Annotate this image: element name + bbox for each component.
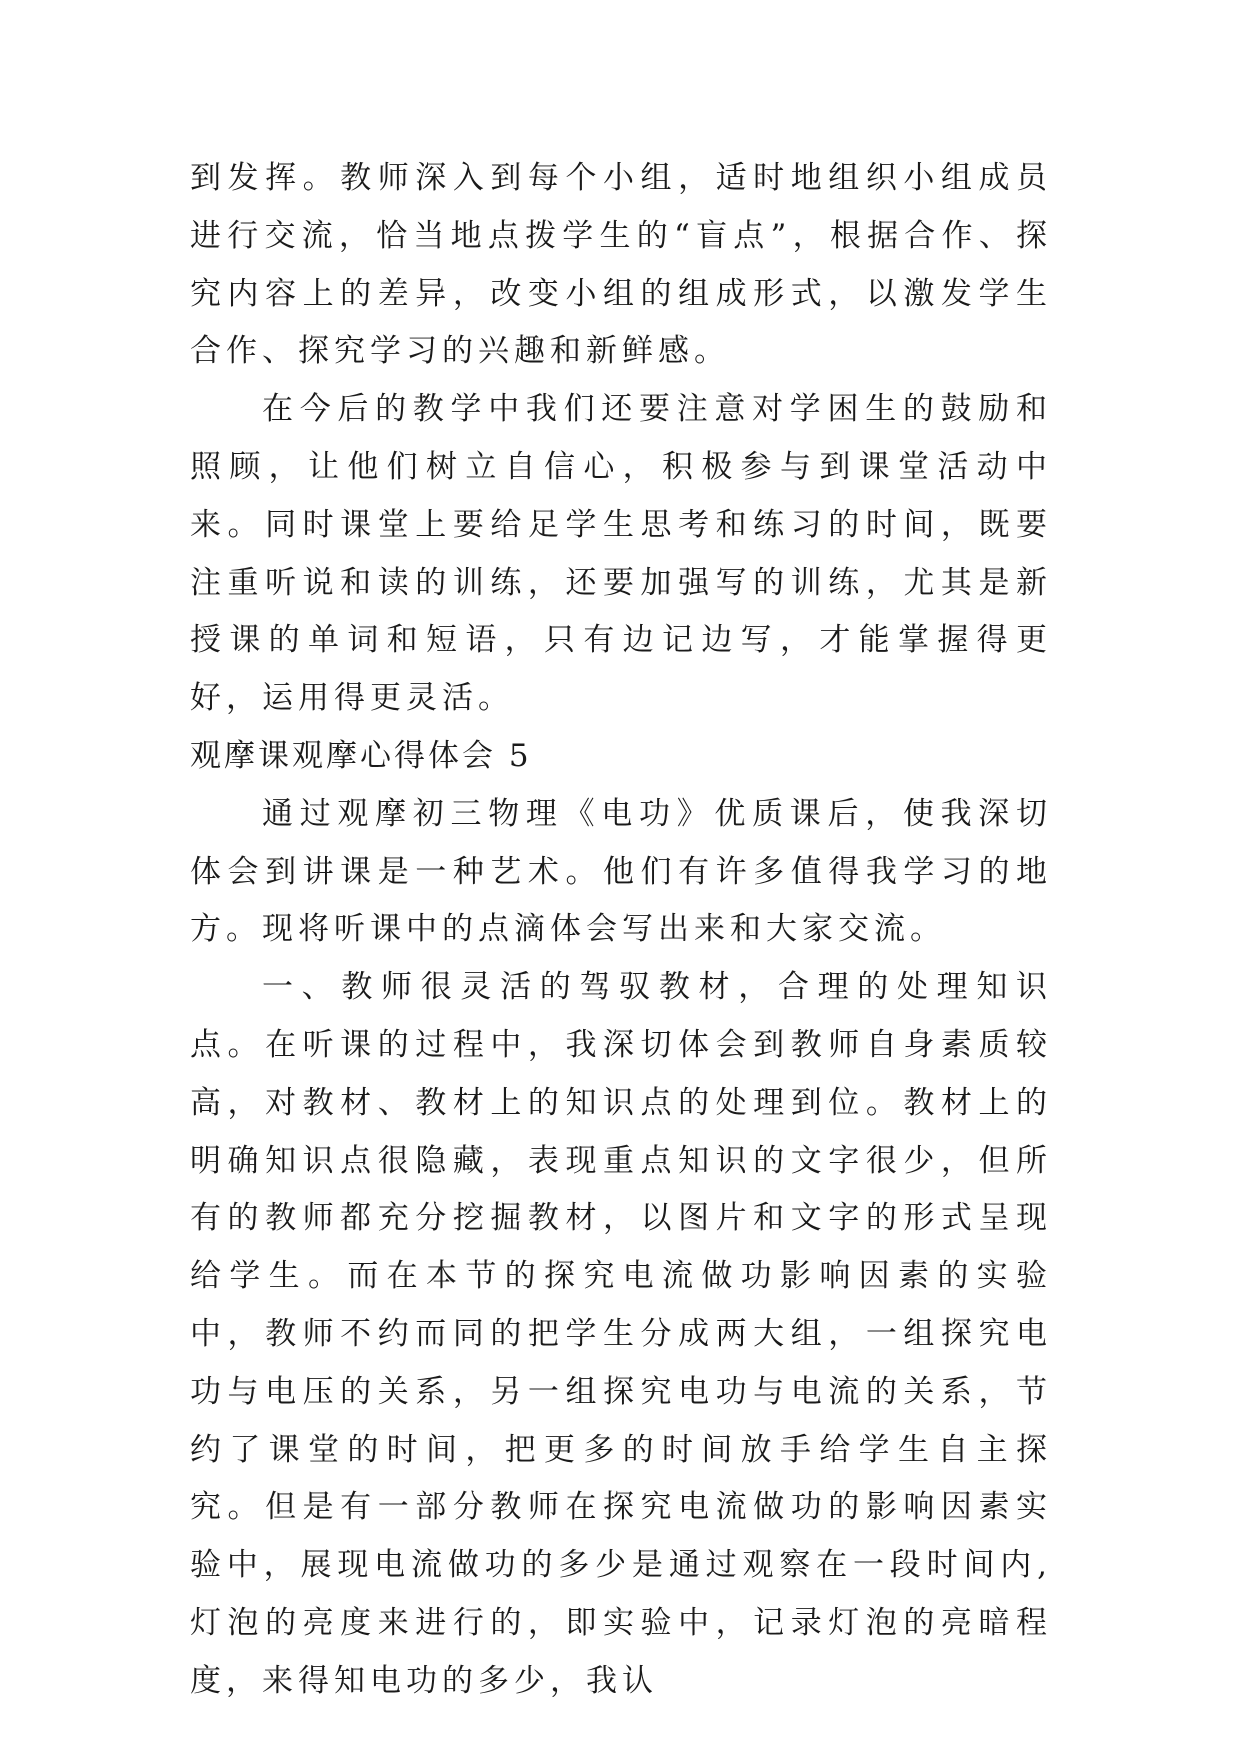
section-heading: 观摩课观摩心得体会 5 bbox=[190, 737, 532, 774]
paragraph-point-one: 一、教师很灵活的驾驭教材，合理的处理知识点。在听课的过程中，我深切体会到教师自身素质较高，对教材、教材上的知识点的处理到位。教材上的明确知识点很隐藏，表现重点知识的文字很少，但所有的教师都充分挖掘教材，以图片和文字的形式呈现给学生。而在本节的探究电流做功影响因素的实验中，教师不约而同的把学生分成两大组，一组探究电功与电压的关系，另一组探究电功与电流的关系，节约了课堂的时间，把更多的时间放手给学生自主探究。但是有一部分教师在探究电流做功的影响因素实验中，展现电流做功的多少是通过观察在一段时间内,灯泡的亮度来进行的，即实验中，记录灯泡的亮暗程度，来得知电功的多少，我认 bbox=[190, 969, 1052, 1699]
paragraph-teaching-advice: 在今后的教学中我们还要注意对学困生的鼓励和照顾，让他们树立自信心，积极参与到课堂活动中来。同时课堂上要给足学生思考和练习的时间，既要注重听说和读的训练，还要加强写的训练，尤其是新授课的单词和短语，只有边记边写，才能掌握得更好，运用得更灵活。 bbox=[190, 391, 1052, 717]
paragraph-continuation: 到发挥。教师深入到每个小组，适时地组织小组成员进行交流，恰当地点拨学生的“盲点”，根据合作、探究内容上的差异，改变小组的组成形式，以激发学生合作、探究学习的兴趣和新鲜感。 bbox=[190, 160, 1052, 370]
document-body bbox=[190, 150, 1052, 1711]
paragraph-intro: 通过观摩初三物理《电功》优质课后，使我深切体会到讲课是一种艺术。他们有许多值得我学习的地方。现将听课中的点滴体会写出来和大家交流。 bbox=[190, 795, 1052, 948]
